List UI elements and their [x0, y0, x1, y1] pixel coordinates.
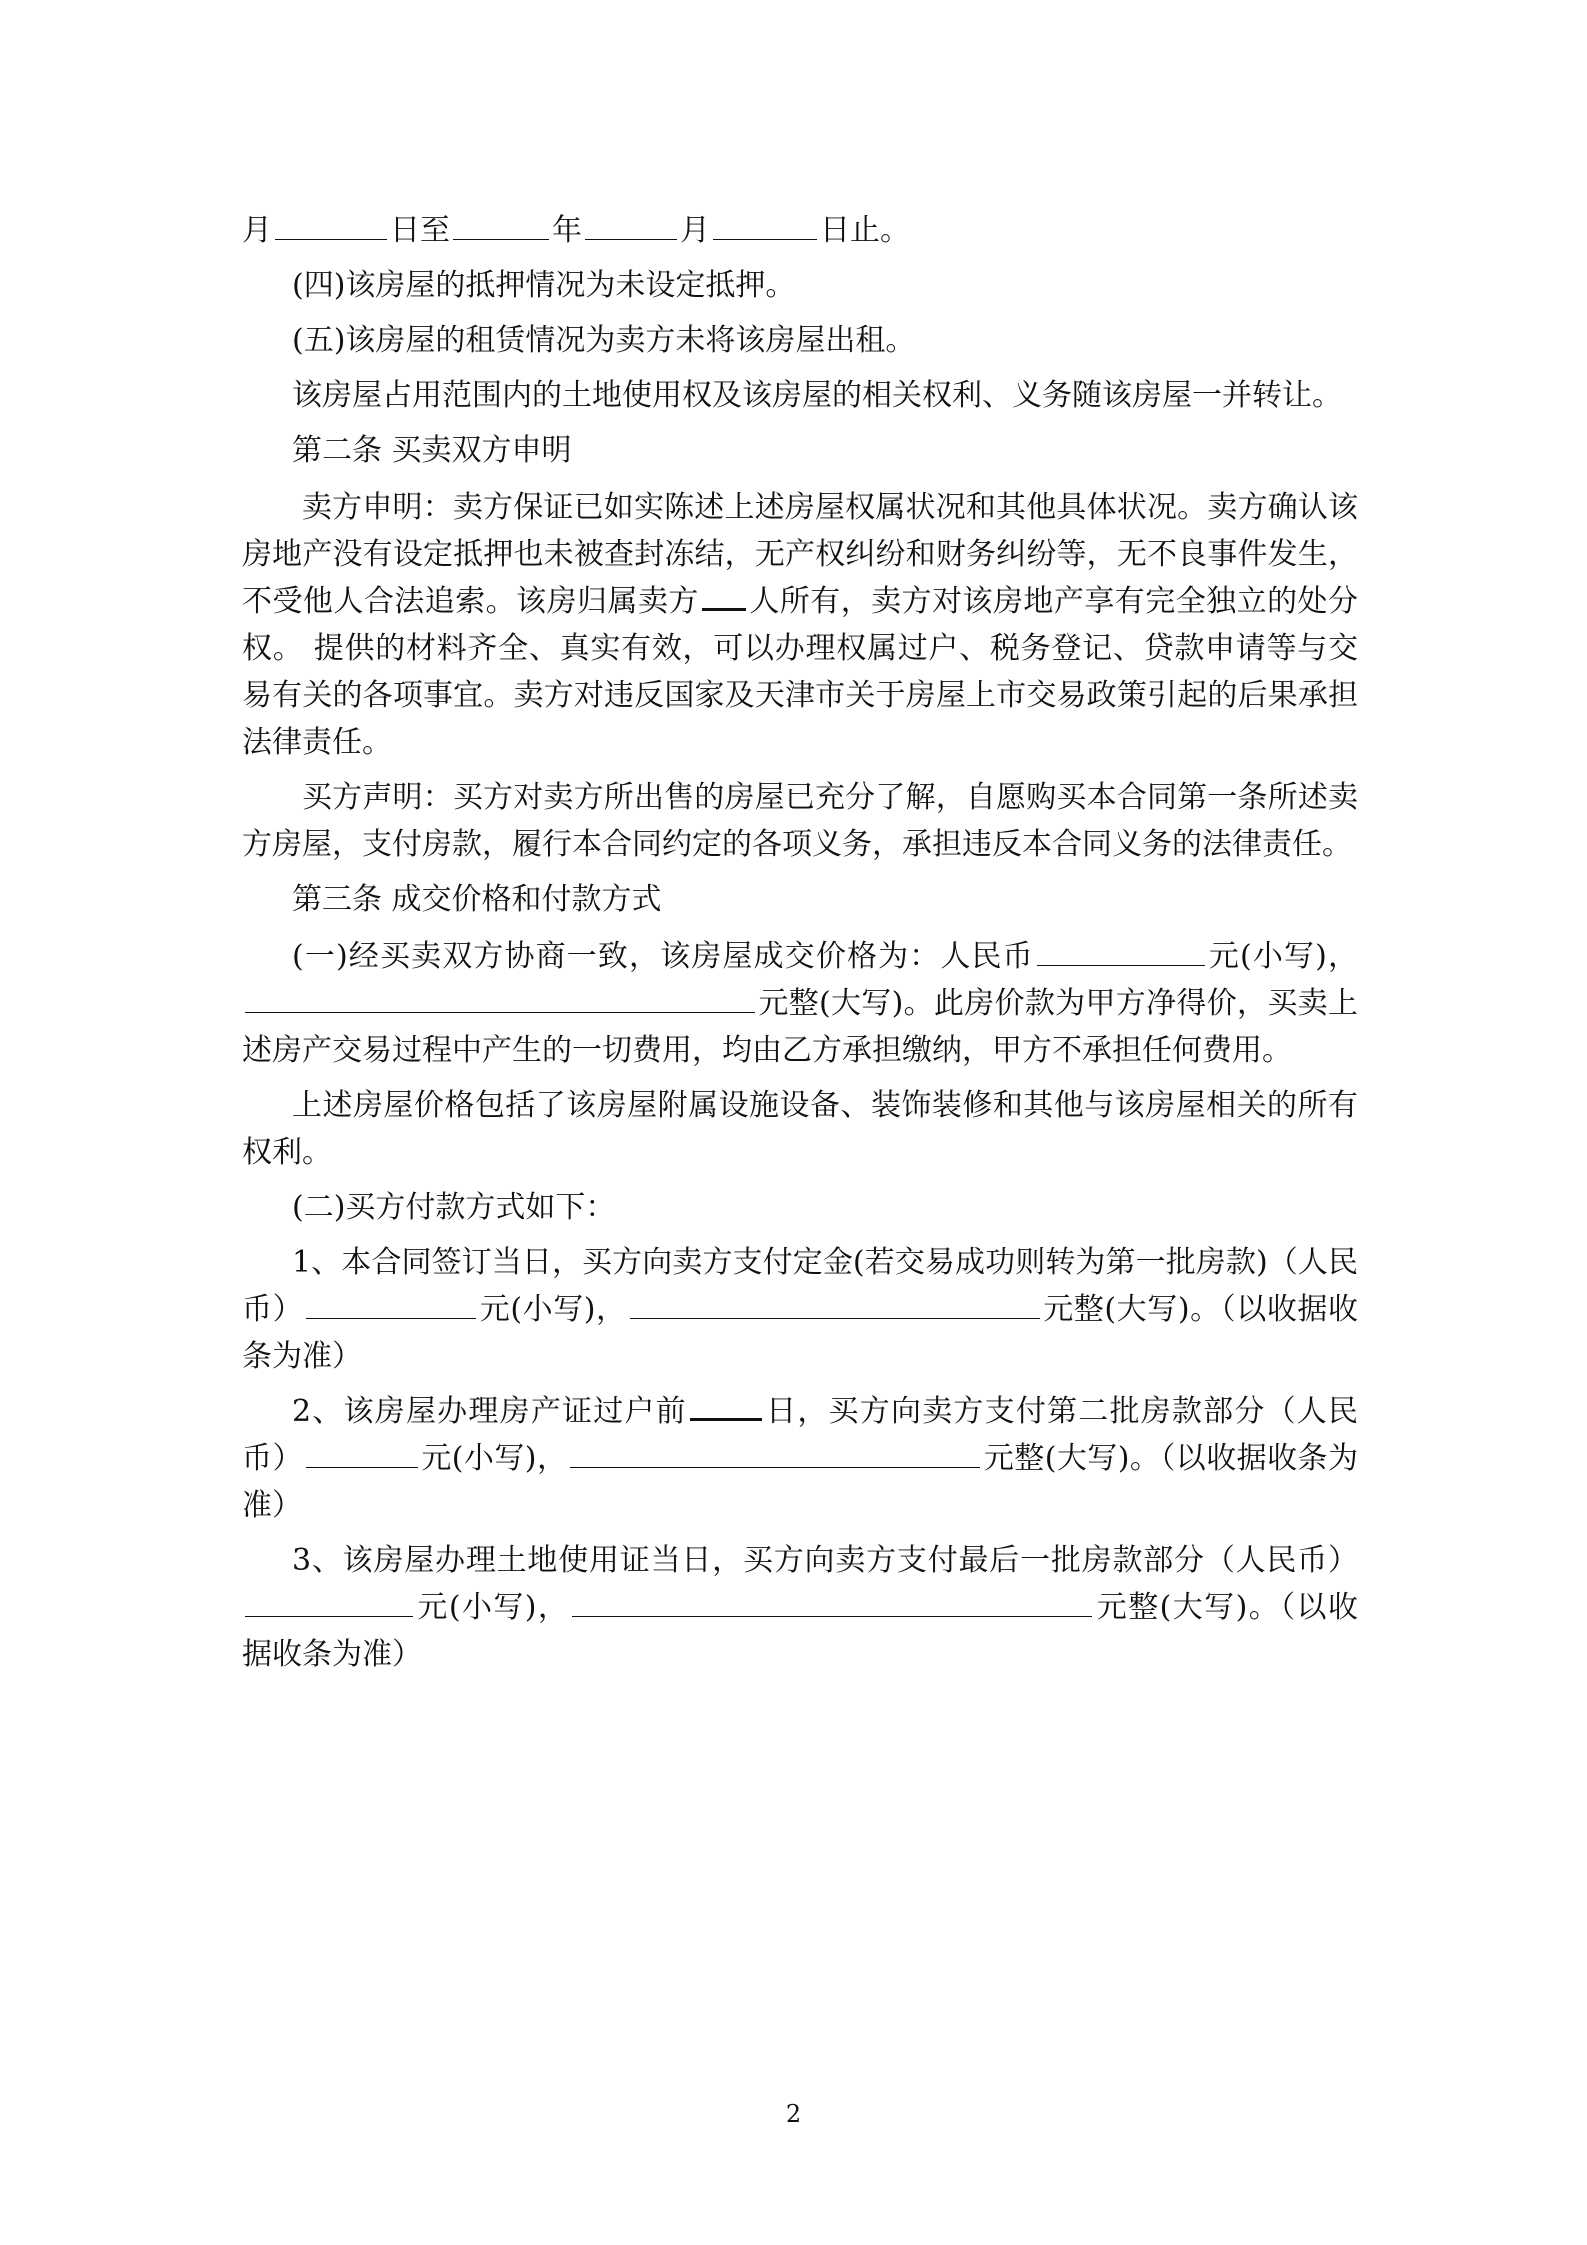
text: 元整(大写)。（以收据收条为准）	[242, 1292, 1358, 1374]
blank-field	[572, 1615, 1092, 1617]
paragraph-payment-3	[242, 1537, 1358, 1678]
text: 3、该房屋办理土地使用证当日，买方向卖方支付最后一批房款部分（人民币）	[292, 1543, 1358, 1578]
text: 元整(大写)。（以收据收条为准）	[242, 1590, 1358, 1672]
section-heading-3: 第三条 成交价格和付款方式	[292, 882, 662, 917]
paragraph-payment-1	[242, 1239, 1358, 1380]
section-heading-2: 第二条 买卖双方申明	[292, 433, 572, 468]
text: 年	[552, 213, 582, 248]
paragraph-lease-term	[242, 207, 1358, 254]
blank-field	[245, 1011, 755, 1013]
blank-field	[585, 238, 677, 240]
blank-field	[306, 1317, 476, 1319]
page-number: 2	[785, 2100, 802, 2128]
text: 元(小写)，	[479, 1292, 627, 1327]
text: 月	[242, 213, 272, 248]
text: 2、该房屋办理房产证过户前	[292, 1394, 687, 1429]
text: 人所有，卖方对该房地产享有完全独立的处分权。 提供的材料齐全、真实有效，可以办理权属过户、税务登记、贷款申请等与交易有关的各项事宜。卖方对违反国家及天津市关于房屋上市交易政策引起的后果承担法律责任。	[242, 584, 1359, 760]
text: 元整(大写)。（以收据收条为准）	[242, 1441, 1358, 1523]
paragraph-payment-methods: (二)买方付款方式如下：	[292, 1190, 616, 1225]
paragraph-buyer-statement: 买方声明：买方对卖方所出售的房屋已充分了解，自愿购买本合同第一条所述卖方房屋，支付房款，履行本合同约定的各项义务，承担违反本合同义务的法律责任。	[242, 780, 1358, 862]
paragraph-price	[242, 933, 1358, 1074]
text: 月	[680, 213, 710, 248]
blank-field	[630, 1317, 1040, 1319]
paragraph-lease: (五)该房屋的租赁情况为卖方未将该房屋出租。	[292, 323, 916, 358]
blank-field	[453, 238, 549, 240]
text: (一)经买卖双方协商一致，该房屋成交价格为：人民币	[292, 939, 1034, 974]
blank-field	[275, 238, 387, 240]
blank-field	[1037, 964, 1205, 966]
blank-field	[690, 1417, 762, 1421]
text: 日止。	[820, 213, 910, 248]
paragraph-land-rights: 该房屋占用范围内的土地使用权及该房屋的相关权利、义务随该房屋一并转让。	[292, 378, 1342, 413]
text: 元整(大写)。此房价款为甲方净得价，买卖上述房产交易过程中产生的一切费用，均由乙方承担缴纳，甲方不承担任何费用。	[242, 986, 1358, 1068]
blank-field	[570, 1466, 980, 1468]
blank-field	[306, 1466, 418, 1468]
paragraph-mortgage: (四)该房屋的抵押情况为未设定抵押。	[292, 268, 796, 303]
text: 日，买方向卖方支付第二批房款部分（人民币）	[242, 1394, 1359, 1476]
blank-field	[702, 607, 746, 611]
text: 元(小写)，	[1207, 939, 1358, 974]
blank-field	[245, 1615, 413, 1617]
text: 元(小写)，	[416, 1590, 570, 1625]
text: 1、本合同签订当日，买方向卖方支付定金(若交易成功则转为第一批房款)（人民币）	[242, 1245, 1358, 1327]
paragraph-price-includes: 上述房屋价格包括了该房屋附属设施设备、装饰装修和其他与该房屋相关的所有权利。	[242, 1088, 1358, 1170]
paragraph-payment-2	[242, 1388, 1358, 1529]
document-body	[242, 207, 1358, 1686]
text: 日至	[390, 213, 450, 248]
blank-field	[713, 238, 817, 240]
paragraph-seller-statement	[242, 484, 1358, 766]
text: 卖方申明：卖方保证已如实陈述上述房屋权属状况和其他具体状况。卖方确认该房地产没有设定抵押也未被查封冻结，无产权纠纷和财务纠纷等，无不良事件发生，不受他人合法追索。该房归属卖方	[242, 490, 1358, 619]
text: 元(小写)，	[420, 1441, 568, 1476]
